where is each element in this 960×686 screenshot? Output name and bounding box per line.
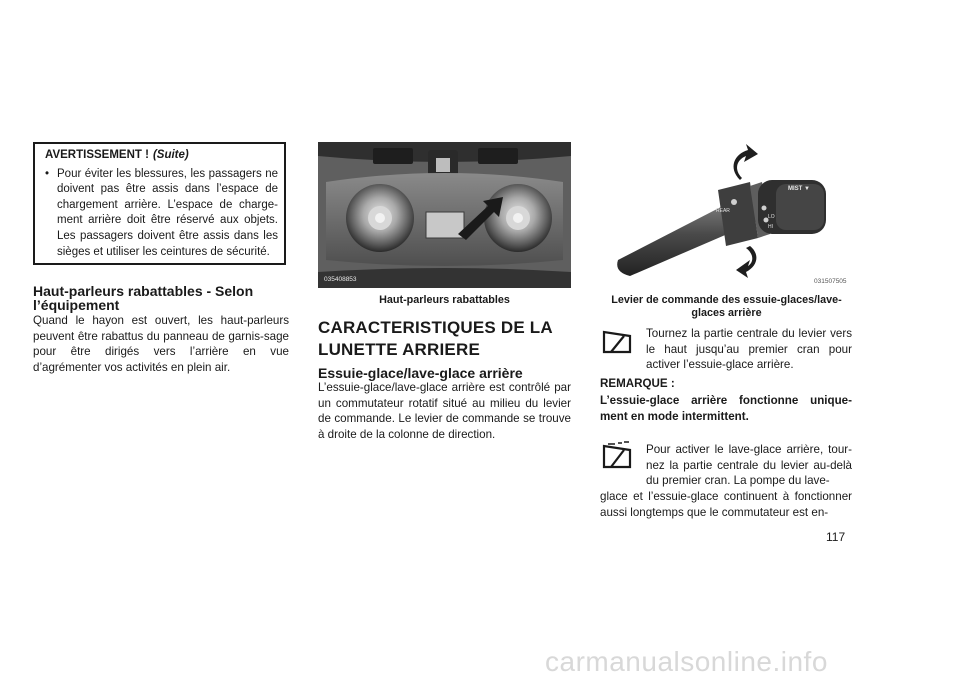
speakers-photo (318, 142, 571, 288)
warning-heading (45, 148, 278, 164)
note-text: L’essuie-glace arrière fonctionne unique-ment en mode intermittent. (600, 394, 852, 423)
section-title-speakers-line1: Haut-parleurs rabattables - Selon (33, 283, 254, 299)
rear-wiper-icon (602, 330, 632, 356)
figure-caption-lever-line2: glaces arrière (691, 307, 762, 319)
subsection-title-rear-wiper: Essuie-glace/lave-glace arrière (318, 365, 523, 381)
section-title-speakers-line2: l’équipement (33, 297, 120, 313)
section-title-speakers (33, 284, 293, 312)
lever-label-mist: MIST ▼ (788, 186, 810, 192)
section-body-speakers: Quand le hayon est ouvert, les haut-parleurs peuvent être rabattus du panneau de garnis-sage pour être dirigés vers l’arrière en vue d’agrémenter vos activités en plein air. (33, 314, 289, 375)
lever-label-hi: HI (768, 224, 773, 230)
section-title-rear-window-line1: CARACTERISTIQUES DE LA (318, 318, 553, 337)
bullet: • (45, 167, 50, 180)
section-body-rear-window: L’essuie-glace/lave-glace arrière est contrôlé par un commutateur rotatif situé au milieu du levier de commande. Le levier de commande se trouve à droite de la colonne de direction. (318, 381, 571, 442)
warning-heading-text: AVERTISSEMENT ! (45, 149, 149, 161)
wiper-instruction: Tournez la partie centrale du levier vers le haut jusqu’au premier cran pour activer l’essuie-glace arrière. (646, 327, 852, 372)
watermark: carmanualsonline.info (545, 646, 828, 677)
warning-heading-suffix: (Suite) (152, 149, 189, 161)
note-label: REMARQUE : (600, 377, 675, 390)
rear-washer-icon (602, 440, 632, 470)
lever-illustration (600, 142, 853, 288)
washer-instruction-part-b: glace et l’essuie-glace continuent à fonctionner aussi longtemps que le commutateur est en- (600, 490, 852, 519)
warning-item (45, 167, 278, 261)
warning-box (33, 142, 286, 265)
page-number: 117 (826, 530, 846, 544)
speakers-illustration (318, 142, 571, 288)
figure-caption-speakers: Haut-parleurs rabattables (379, 294, 510, 306)
figure-code-speakers: 035408853 (324, 276, 357, 283)
section-title-rear-window (318, 317, 578, 360)
lever-photo (600, 142, 853, 288)
lever-label-rear: REAR (716, 208, 730, 214)
figure-code-lever: 031507505 (814, 278, 847, 285)
figure-caption-lever (600, 294, 853, 320)
washer-instruction-part-a: Pour activer le lave-glace arrière, tour-nez la partie centrale du levier au-delà du premier cran. La pompe du lave- (646, 443, 852, 488)
lever-label-lo: LO (768, 214, 775, 220)
warning-item-text: Pour éviter les blessures, les passagers ne doivent pas être assis dans l’espace de chargement arrière. L’espace de charge-ment arrière doit être réservé aux objets. Les passagers doivent être assis dans les sièges et utiliser les ceintures de sécurité. (57, 167, 278, 258)
section-title-rear-window-line2: LUNETTE ARRIERE (318, 339, 480, 359)
figure-caption-lever-line1: Levier de commande des essuie-glaces/lave- (611, 294, 842, 306)
